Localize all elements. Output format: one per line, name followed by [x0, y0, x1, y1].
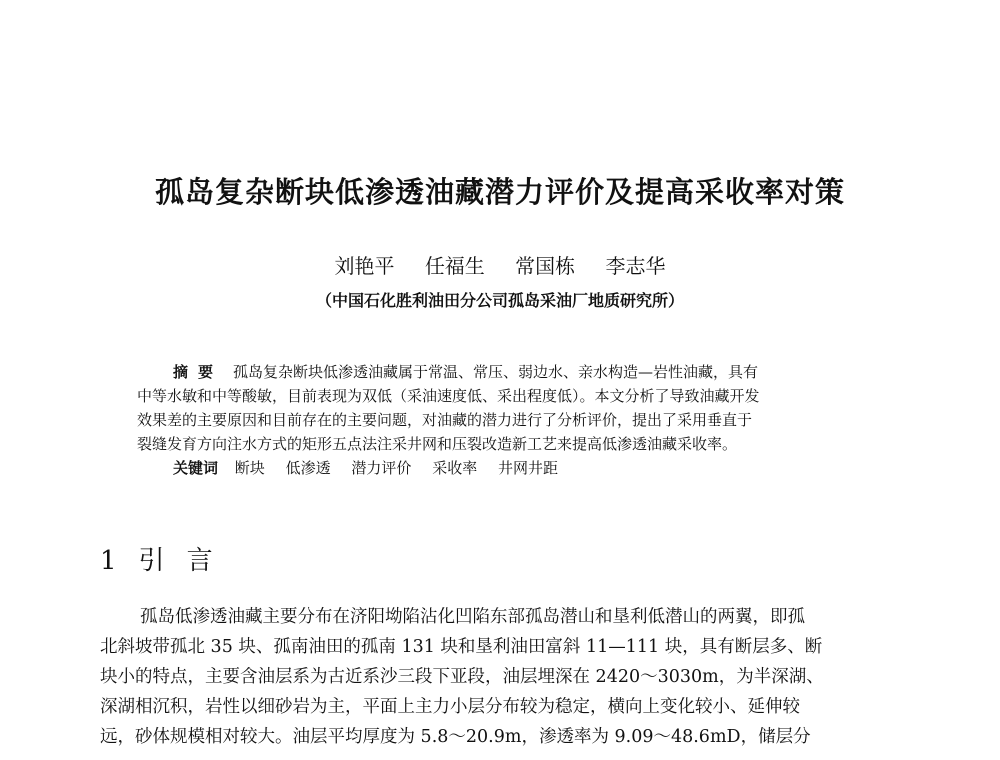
body-line: 远，砂体规模相对较大。油层平均厚度为 5.8～20.9m，渗透率为 9.09～48.6mD，储层分 [100, 727, 811, 747]
section-title-char: 言 [186, 546, 213, 576]
abstract-line: 中等水敏和中等酸敏，目前表现为双低（采油速度低、采出程度低）。本文分析了导致油藏开发 [137, 387, 760, 405]
abstract-line: 效果差的主要原因和目前存在的主要问题，对油藏的潜力进行了分析评价，提出了采用垂直于 [137, 411, 753, 429]
paper-title: 孤岛复杂断块低渗透油藏潜力评价及提高采收率对策 [154, 175, 845, 209]
keyword: 低渗透 [285, 459, 331, 477]
keyword: 潜力评价 [351, 459, 412, 477]
section-number: 1 [100, 546, 117, 576]
body-line: 孤岛低渗透油藏主要分布在济阳坳陷沾化凹陷东部孤岛潜山和垦利低潜山的两翼，即孤 [140, 607, 805, 627]
section-heading [100, 540, 213, 577]
keywords-label: 关键词 [173, 459, 219, 477]
body-line: 块小的特点，主要含油层系为古近系沙三段下亚段，油层埋深在 2420～3030m，为半深湖、 [100, 667, 824, 687]
keyword: 断块 [234, 459, 265, 477]
author-list [0, 250, 1000, 279]
keyword: 采收率 [432, 459, 478, 477]
affiliation: （中国石化胜利油田分公司孤岛采油厂地质研究所） [315, 291, 684, 310]
keyword: 井网井距 [497, 459, 558, 477]
author-name: 李志华 [605, 254, 666, 278]
abstract-text: 孤岛复杂断块低渗透油藏属于常温、常压、弱边水、亲水构造—岩性油藏，具有 [233, 363, 759, 381]
author-name: 任福生 [424, 254, 485, 278]
keywords-line [137, 456, 897, 480]
abstract-line [137, 360, 897, 384]
author-name: 刘艳平 [334, 254, 395, 278]
body-paragraph [100, 602, 920, 752]
section-title-char: 引 [138, 546, 165, 576]
body-line: 北斜坡带孤北 35 块、孤南油田的孤南 131 块和垦利油田富斜 11—111 块，具有断层多、断 [100, 637, 823, 657]
abstract-block [137, 360, 897, 480]
body-line: 深湖相沉积，岩性以细砂岩为主，平面上主力小层分布较为稳定，横向上变化较小、延伸较 [100, 697, 800, 717]
abstract-line: 裂缝发育方向注水方式的矩形五点法注采井网和压裂改造新工艺来提高低渗透油藏采收率。 [137, 435, 738, 453]
author-name: 常国栋 [515, 254, 576, 278]
abstract-label: 摘要 [173, 363, 224, 381]
